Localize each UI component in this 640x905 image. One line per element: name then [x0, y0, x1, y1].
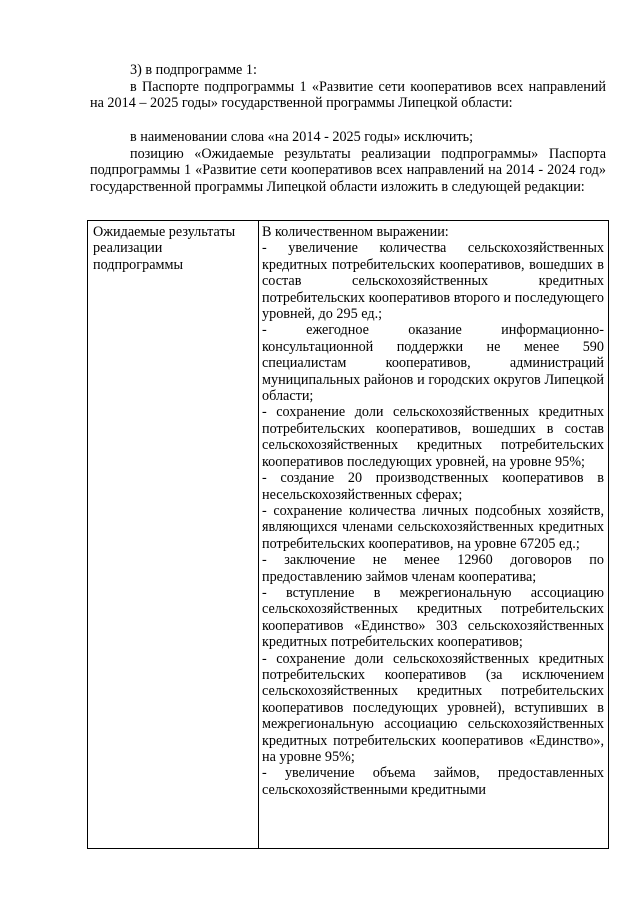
table-line: - ежегодное оказание информационно-консультационной поддержки не менее 590 специалистам кооперативов, администраций муниципальных районов и городских округов Липецкой области; — [262, 322, 604, 405]
table-cell-content — [259, 221, 608, 848]
table-line: - сохранение количества личных подсобных хозяйств, являющихся членами сельскохозяйственных кредитных потребительских кооперативов, на уровне 67205 ед.; — [262, 502, 604, 552]
table-line: - вступление в межрегиональную ассоциацию сельскохозяйственных кредитных потребительских кооперативов «Единство» 303 сельскохозяйственных кредитных потребительских кооперативов; — [262, 584, 604, 651]
paragraph-subprogram-heading: 3) в подпрограмме 1: — [130, 62, 257, 78]
paragraph-name-change: в наименовании слова «на 2014 - 2025 годы» исключить; — [130, 129, 474, 145]
table-line: - создание 20 производственных кооперативов в несельскохозяйственных сферах; — [262, 470, 604, 503]
table-line: - увеличение объема займов, предоставленных сельскохозяйственными кредитными — [262, 765, 604, 798]
table-line: - заключение не менее 12960 договоров по предоставлению займов членам кооператива; — [262, 552, 604, 585]
table-line: - сохранение доли сельскохозяйственных кредитных потребительских кооперативов (за исключением сельскохозяйственных кредитных потребительских кооперативов последующих уровней), вступивших в межрегиональную ассоциацию сельскохозяйственных кредитных потребительских кооперативов «Единство», на уровне 95%; — [262, 650, 604, 765]
paragraph-passport: в Паспорте подпрограммы 1 «Развитие сети кооперативов всех направлений на 2014 – 2025 годы» государственной программы Липецкой области: — [90, 79, 606, 112]
table-line: - увеличение количества сельскохозяйственных кредитных потребительских кооперативов, вошедших в состав сельскохозяйственных кредитных потребительских кооперативов второго и последующего уровней, до 295 ед.; — [262, 240, 604, 323]
results-table — [87, 220, 609, 849]
table-line: В количественном выражении: — [262, 224, 449, 240]
paragraph-position-change: позицию «Ожидаемые результаты реализации подпрограммы» Паспорта подпрограммы 1 «Развитие сети кооперативов всех направлений на 2014 - 2024 год» государственной программы Липецкой области изложить в следующей редакции: — [90, 146, 606, 195]
table-line: - сохранение доли сельскохозяйственных кредитных потребительских кооперативов, вошедших в состав сельскохозяйственных кредитных потребительских кооперативов последующих уровней, на уровне 95%; — [262, 404, 604, 470]
table-cell-label: Ожидаемые результаты реализации подпрограммы — [88, 221, 259, 848]
